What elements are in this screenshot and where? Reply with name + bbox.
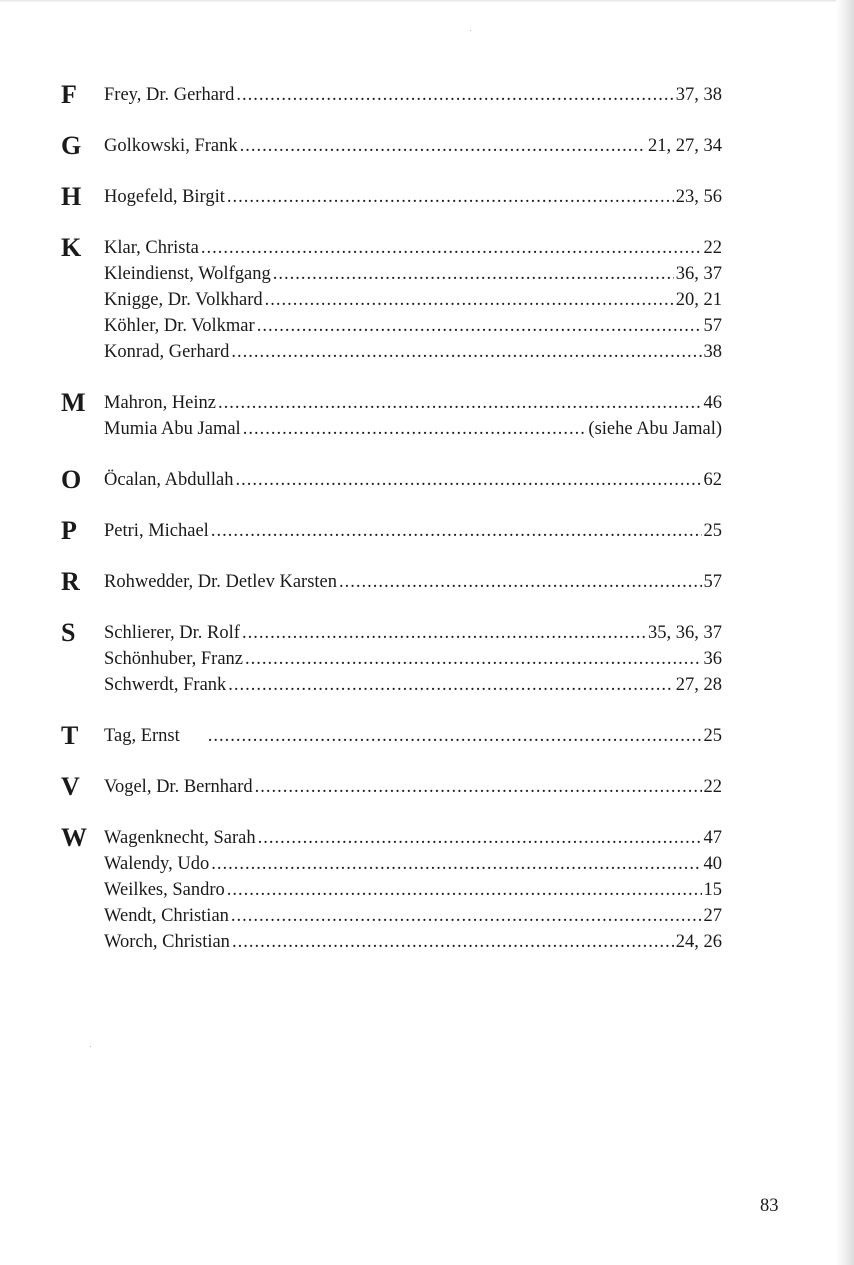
- index-letter: V: [61, 772, 80, 801]
- dot-leader: [255, 774, 702, 800]
- entry-pages: 24, 26: [675, 932, 722, 952]
- entry-name: Weilkes, Sandro: [104, 880, 225, 900]
- entry-name: Öcalan, Abdullah: [104, 470, 234, 490]
- dot-leader: [201, 235, 702, 261]
- index-entry: [104, 929, 722, 955]
- entry-pages: 36, 37: [675, 264, 722, 284]
- index-entry: [104, 518, 722, 544]
- scan-speck: [470, 30, 471, 31]
- index-entry: [104, 646, 722, 672]
- entry-pages: 22: [703, 238, 722, 258]
- dot-leader: [235, 467, 701, 493]
- dot-leader: [231, 339, 701, 365]
- index-letter: M: [61, 388, 86, 417]
- index-entry: [104, 825, 722, 851]
- dot-leader: [265, 287, 674, 313]
- entry-name: Tag, Ernst: [104, 726, 180, 746]
- entry-name: Petri, Michael: [104, 521, 209, 541]
- dot-leader: [227, 877, 702, 903]
- index-entry: [104, 313, 722, 339]
- index-entry: [104, 723, 722, 749]
- entry-pages: 27: [703, 906, 722, 926]
- index-entry: [104, 184, 722, 210]
- entry-pages: 22: [703, 777, 722, 797]
- entry-name: Walendy, Udo: [104, 854, 210, 874]
- entry-pages: 38: [703, 342, 722, 362]
- entry-pages: 57: [703, 572, 722, 592]
- entry-pages: 47: [703, 828, 722, 848]
- index-group: [0, 569, 854, 595]
- entry-name: Köhler, Dr. Volkmar: [104, 316, 255, 336]
- index-group: [0, 774, 854, 800]
- dot-leader: [227, 184, 674, 210]
- index-entry: [104, 390, 722, 416]
- entry-name: Hogefeld, Birgit: [104, 187, 225, 207]
- index-entry: [104, 672, 722, 698]
- dot-leader: [245, 646, 701, 672]
- index-entry: [104, 416, 722, 442]
- entry-pages: 15: [703, 880, 722, 900]
- entry-pages: 25: [703, 521, 722, 541]
- index-entry: [104, 339, 722, 365]
- dot-leader: [257, 313, 702, 339]
- dot-leader: [231, 903, 702, 929]
- index-letter: W: [61, 823, 87, 852]
- index-group: [0, 235, 854, 365]
- index-entry: [104, 877, 722, 903]
- index-entry: [104, 467, 722, 493]
- dot-leader: [236, 82, 673, 108]
- entry-pages: 21, 27, 34: [648, 136, 722, 156]
- entry-pages: 37, 38: [675, 85, 722, 105]
- entry-name: Knigge, Dr. Volkhard: [104, 290, 263, 310]
- index-letter: T: [61, 721, 79, 750]
- index-group: [0, 82, 854, 108]
- entry-name: Klar, Christa: [104, 238, 199, 258]
- index-letter: H: [61, 182, 82, 211]
- entry-name: Schwerdt, Frank: [104, 675, 227, 695]
- entry-pages: 23, 56: [675, 187, 722, 207]
- dot-leader: [242, 620, 646, 646]
- index-entry: [104, 569, 722, 595]
- index-group: [0, 723, 854, 749]
- index-letter: P: [61, 516, 77, 545]
- entry-pages: 46: [703, 393, 722, 413]
- index-entry: [104, 261, 722, 287]
- index-entry: [104, 287, 722, 313]
- entry-name: Golkowski, Frank: [104, 136, 238, 156]
- dot-leader: [243, 416, 587, 442]
- index-letter: R: [61, 567, 80, 596]
- index-letter: K: [61, 233, 82, 262]
- entry-pages: 27, 28: [675, 675, 722, 695]
- index-entry: [104, 235, 722, 261]
- dot-leader: [240, 133, 646, 159]
- entry-pages: 25: [703, 726, 722, 746]
- entry-name: Schlierer, Dr. Rolf: [104, 623, 240, 643]
- index-group: [0, 467, 854, 493]
- index-entry: [104, 774, 722, 800]
- index-group: [0, 518, 854, 544]
- index-letter: F: [61, 80, 77, 109]
- entry-name: Kleindienst, Wolfgang: [104, 264, 271, 284]
- dot-leader: [228, 672, 673, 698]
- index-letter: S: [61, 618, 76, 647]
- index-entry: [104, 620, 722, 646]
- index-group: [0, 133, 854, 159]
- index-group: [0, 184, 854, 210]
- dot-leader: [211, 851, 701, 877]
- name-index: [0, 82, 854, 980]
- index-group: [0, 825, 854, 955]
- entry-name: Worch, Christian: [104, 932, 230, 952]
- entry-pages: (siehe Abu Jamal): [588, 419, 722, 439]
- entry-name: Mahron, Heinz: [104, 393, 216, 413]
- dot-leader: [273, 261, 674, 287]
- entry-pages: 20, 21: [675, 290, 722, 310]
- entry-name: Schönhuber, Franz: [104, 649, 244, 669]
- index-entry: [104, 133, 722, 159]
- index-group: [0, 390, 854, 442]
- page-number: 83: [760, 1196, 779, 1216]
- dot-leader: [232, 929, 674, 955]
- entry-pages: 35, 36, 37: [648, 623, 722, 643]
- entry-pages: 36: [703, 649, 722, 669]
- dot-leader: [211, 518, 702, 544]
- entry-pages: 62: [703, 470, 722, 490]
- entry-name: Mumia Abu Jamal: [104, 419, 241, 439]
- index-letter: O: [61, 465, 82, 494]
- scan-speck: [90, 1046, 91, 1047]
- dot-leader: [218, 390, 702, 416]
- dot-leader: [258, 825, 702, 851]
- entry-name: Konrad, Gerhard: [104, 342, 230, 362]
- page-top-edge: [0, 0, 836, 2]
- entry-name: Wagenknecht, Sarah: [104, 828, 256, 848]
- entry-name: Frey, Dr. Gerhard: [104, 85, 235, 105]
- entry-name: Vogel, Dr. Bernhard: [104, 777, 253, 797]
- index-entry: [104, 851, 722, 877]
- index-letter: G: [61, 131, 82, 160]
- index-group: [0, 620, 854, 698]
- entry-pages: 57: [703, 316, 722, 336]
- index-entry: [104, 82, 722, 108]
- dot-leader: [339, 569, 701, 595]
- entry-pages: 40: [703, 854, 722, 874]
- index-entry: [104, 903, 722, 929]
- entry-name: Wendt, Christian: [104, 906, 229, 926]
- entry-name: Rohwedder, Dr. Detlev Karsten: [104, 572, 338, 592]
- dot-leader: [208, 723, 702, 749]
